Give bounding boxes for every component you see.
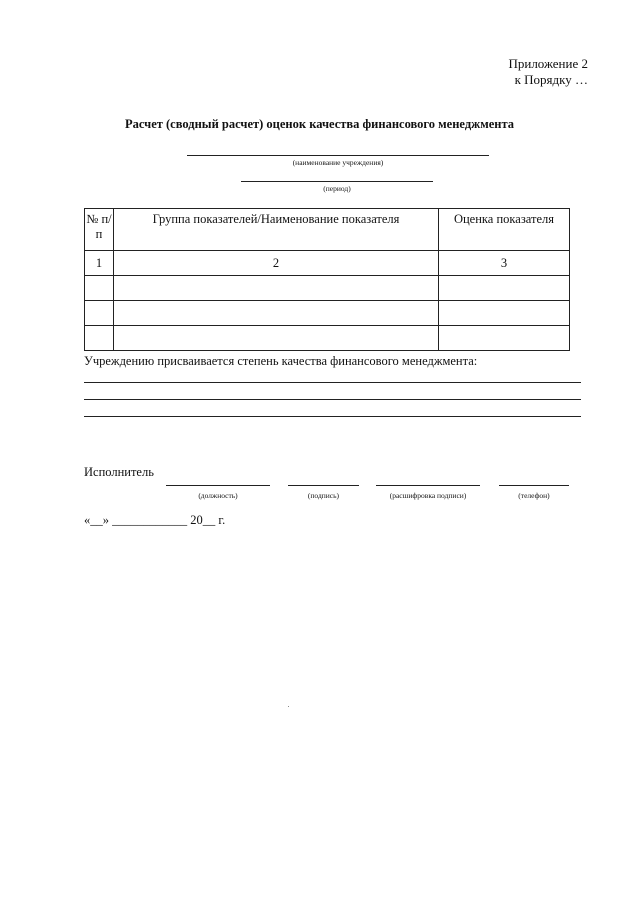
header-number: № п/п	[85, 209, 114, 251]
column-number-2: 2	[114, 251, 439, 276]
document-title: Расчет (сводный расчет) оценок качества финансового менеджмента	[124, 117, 515, 131]
column-number-3: 3	[439, 251, 570, 276]
period-line	[241, 181, 433, 182]
appendix-order: к Порядку …	[514, 72, 588, 87]
table-row	[85, 276, 570, 301]
table-cell	[114, 301, 439, 326]
phone-line	[499, 485, 569, 486]
table-cell	[439, 301, 570, 326]
appendix-reference	[508, 56, 588, 88]
table-header-row	[85, 209, 570, 251]
signature-line	[288, 485, 359, 486]
table-cell	[85, 326, 114, 351]
column-number-1: 1	[85, 251, 114, 276]
assessment-table	[84, 208, 570, 351]
table-numbering-row	[85, 251, 570, 276]
assignment-line	[84, 382, 581, 383]
phone-caption: (телефон)	[518, 491, 550, 500]
assignment-line	[84, 399, 581, 400]
table-cell	[85, 301, 114, 326]
quality-assignment-text: Учреждению присваивается степень качества финансового менеджмента:	[84, 354, 478, 368]
scan-speck	[288, 706, 289, 707]
institution-name-line	[187, 155, 489, 156]
signature-caption: (подпись)	[307, 491, 340, 500]
assignment-line	[84, 416, 581, 417]
decoding-line	[376, 485, 480, 486]
position-caption: (должность)	[198, 491, 238, 500]
table-row	[85, 301, 570, 326]
date-line: «__» ____________ 20__ г.	[84, 513, 226, 527]
table-cell	[114, 276, 439, 301]
table-cell	[85, 276, 114, 301]
header-score: Оценка показателя	[439, 209, 570, 251]
table-cell	[439, 276, 570, 301]
period-caption: (период)	[323, 184, 351, 193]
appendix-number: Приложение 2	[508, 56, 588, 71]
executor-label: Исполнитель	[84, 465, 154, 479]
position-line	[166, 485, 270, 486]
table-row	[85, 326, 570, 351]
table-cell	[114, 326, 439, 351]
decoding-caption: (расшифровка подписи)	[389, 491, 467, 500]
header-indicator: Группа показателей/Наименование показателя	[114, 209, 439, 251]
table-cell	[439, 326, 570, 351]
institution-name-caption: (наименование учреждения)	[292, 158, 384, 167]
